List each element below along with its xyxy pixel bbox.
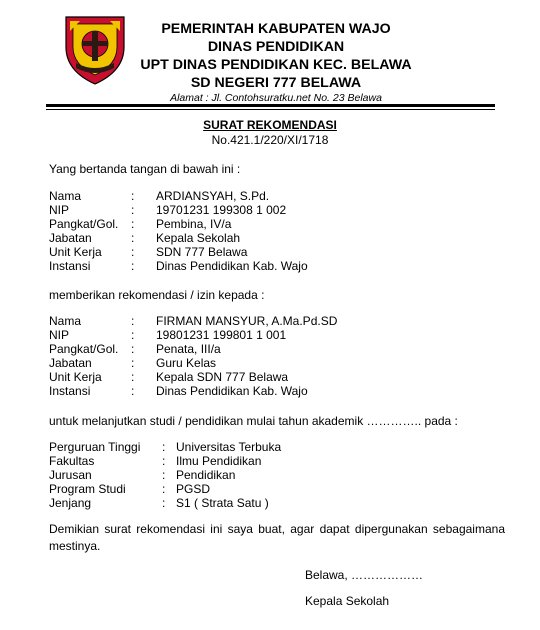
field-value: Pendidikan — [176, 468, 236, 483]
field-colon: : — [131, 245, 135, 260]
field-value: Kepala Sekolah — [156, 231, 241, 246]
field-colon: : — [131, 342, 135, 357]
field-value: Dinas Pendidikan Kab. Wajo — [156, 384, 308, 399]
field-label: Unit Kerja — [49, 370, 102, 385]
field-label: Jurusan — [49, 468, 92, 483]
field-label: Jenjang — [49, 496, 92, 511]
field-colon: : — [131, 314, 135, 328]
field-colon: : — [131, 384, 135, 399]
wajo-regency-logo — [62, 13, 128, 87]
field-value: Penata, III/a — [156, 342, 221, 357]
field-colon: : — [162, 440, 166, 454]
field-value: FIRMAN MANSYUR, A.Ma.Pd.SD — [156, 314, 338, 328]
field-label: Jabatan — [49, 231, 92, 246]
field-value: Universitas Terbuka — [176, 440, 282, 454]
letterhead-government: PEMERINTAH KABUPATEN WAJO — [161, 21, 391, 37]
field-value: 19801231 199801 1 001 — [156, 328, 287, 343]
study-text: untuk melanjutkan studi / pendidikan mulai tahun akademik ………….. pada : — [49, 414, 458, 428]
field-value: PGSD — [176, 482, 211, 497]
letterhead-school: SD NEGERI 777 BELAWA — [190, 75, 362, 91]
field-colon: : — [131, 259, 135, 274]
field-colon: : — [162, 482, 166, 497]
letterhead-rule-thick — [46, 104, 495, 107]
field-label: Instansi — [49, 384, 91, 399]
field-colon: : — [131, 370, 135, 385]
signature-title: Kepala Sekolah — [305, 594, 390, 608]
field-value: Guru Kelas — [156, 356, 217, 371]
field-value: Ilmu Pendidikan — [176, 454, 262, 469]
field-label: Pangkat/Gol. — [49, 342, 119, 357]
letterhead-rule-thin — [46, 109, 495, 110]
letter-title-block — [150, 118, 390, 148]
field-label: Perguruan Tinggi — [49, 440, 141, 454]
field-colon: : — [162, 454, 166, 469]
field-label: Pangkat/Gol. — [49, 217, 119, 232]
closing-text: Demikian surat rekomendasi ini saya buat, agar dapat dipergunakan sebagaimana mestinya. — [49, 522, 505, 553]
field-colon: : — [131, 189, 135, 203]
field-value: Pembina, IV/a — [156, 217, 232, 232]
intro-text: Yang bertanda tangan di bawah ini : — [49, 162, 241, 176]
field-colon: : — [131, 217, 135, 232]
field-value: SDN 777 Belawa — [156, 245, 248, 260]
field-value: ARDIANSYAH, S.Pd. — [156, 189, 270, 203]
field-label: NIP — [49, 328, 70, 343]
field-value: 19701231 199308 1 002 — [156, 203, 287, 218]
field-label: Unit Kerja — [49, 245, 102, 260]
letterhead-address: Alamat : Jl. Contohsuratku.net No. 23 Belawa — [170, 92, 382, 104]
field-value: S1 ( Strata Satu ) — [176, 496, 269, 511]
field-value: Dinas Pendidikan Kab. Wajo — [156, 259, 308, 274]
field-label: NIP — [49, 203, 70, 218]
letter-title: SURAT REKOMENDASI — [203, 118, 337, 132]
field-colon: : — [131, 231, 135, 246]
field-colon: : — [131, 328, 135, 343]
field-label: Instansi — [49, 259, 91, 274]
field-label: Fakultas — [49, 454, 95, 469]
letterhead — [130, 20, 422, 105]
letterhead-department: DINAS PENDIDIKAN — [207, 39, 345, 55]
field-colon: : — [131, 356, 135, 371]
field-value: Kepala SDN 777 Belawa — [156, 370, 289, 385]
field-label: Jabatan — [49, 356, 92, 371]
recommend-text: memberikan rekomendasi / izin kepada : — [49, 288, 265, 302]
field-label: Nama — [49, 314, 82, 328]
field-colon: : — [162, 468, 166, 483]
field-label: Program Studi — [49, 482, 126, 497]
field-colon: : — [162, 496, 166, 511]
field-colon: : — [131, 203, 135, 218]
place-date: Belawa, ……………… — [305, 568, 424, 582]
letterhead-upt: UPT DINAS PENDIDIKAN KEC. BELAWA — [140, 57, 412, 73]
field-label: Nama — [49, 189, 82, 203]
letter-number: No.421.1/220/XI/1718 — [211, 133, 329, 147]
